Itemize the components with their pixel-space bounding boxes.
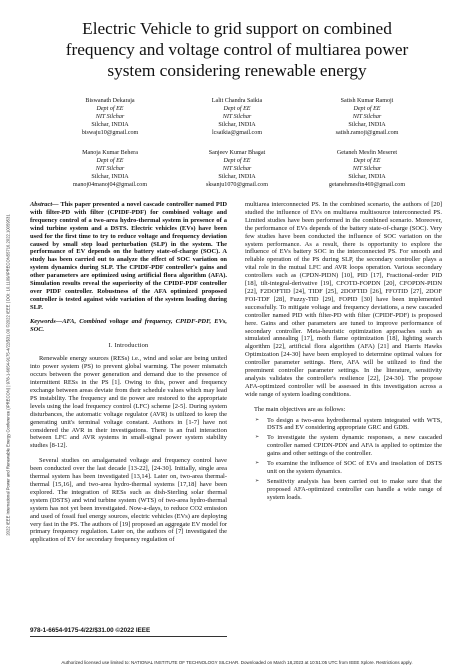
author-dept: Dept of EE [96,106,124,113]
bullet-icon: ➢ [255,461,260,467]
author-block [45,149,175,189]
keywords-text: AFA, Combined voltage and frequency, CPIDF-PDF, EVs, SOC. [30,317,227,333]
section-heading: I. Introduction [108,341,149,349]
author-location: Silchar, INDIA [218,122,256,129]
abstract-label: Abstract— [30,201,59,208]
copyright-notice: 978-1-6654-9175-4/22/$31.00 ©2022 IEEE [30,627,151,634]
author-institution: NIT Silchar [352,166,382,173]
title-line: Electric Vehicle to grid support on combined [82,19,392,38]
author-email: manoj04manoj04@gmail.com [72,182,148,189]
list-item [245,460,442,476]
author-location: Silchar, INDIA [91,174,129,181]
author-email: lcsaikia@gmail.com [211,130,263,137]
bullet-icon: ➢ [255,417,260,423]
title-line: frequency and voltage control of multiarea power [65,40,409,59]
list-item-text: To design a two-area hydrothermal system integrated with WTS, DSTS and EV considering appropriate GRC and GDB. [267,416,442,432]
author-institution: NIT Silchar [222,114,252,121]
author-block [45,97,175,137]
author-email: getanehmesfin469@gmail.com [328,182,406,189]
body-paragraph: Several studies on amalgamated voltage and frequency control have been conducted over the last decade [13-22], [24-30]. Initially, single area thermal system has been investigated [13,14]. Later on, two-area thermal-thermal [15,16], and two-area hydro-thermal systems [17,18] have been explored. The integration of RESs such as dish-Sterling solar thermal system (DSTS) and wind turbine system (WTS) of two-area hydro-thermal system has not yet been investigated. Now-a-days, to reduce CO2 emission and used of fossil fuel energy sources, electric vehicles (EVs) are deploying very fast in the PS. The authors of [19] proposed an aggregate EV model for primary frequency regulation. Later on, the authors of [7] investigated the application of EV for secondary frequency regulation of [30,457,227,544]
objectives-intro: The main objectives are as follows: [254,405,346,413]
author-dept: Dept of EE [353,106,381,113]
author-name: Lalit Chandra Saikia [211,98,263,104]
body-paragraph: multiarea interconnected PS. In the combined scenario, the authors of [20] studied the influence of EVs on multiarea multisource interconnected PS. Limited studies have been performed in the combined scenario. Moreover, the performance of EVs depends of the battery state-of-charge (SOC). Very few studies have been conducted the influence of SOC variation on the system performance. As a result, there is opportunity to explore the influence of EVs battery SOC in the interconnected PS. For smooth and reliable operation of the PS during SLP, the secondary controller plays a vital role in the mutual LFC and AVR loops operation. Various secondary controllers such as (CPDN-PIDN) [10], PID [17], Fractional-order PID [18], tilt-integral-derivative [19], CFOTD-FOPDN [20], CFOPDN-PIDN [22], F2DOFTID [24], TIDF [25], 2DOFTID [26], FFOTID [27], 2DOF FOI-TDF [28], Fuzzy-TID [29], FOPID [30] have been implemented successfully. To mitigate voltage and frequency deviations, a new cascaded controller named PID with filter-PD with filter (CPIDF-PDF) is proposed here. Gains and other parameters are tuned to improve performance of secondary controller. Meta-heuristic optimization approaches such as simulated annealing [17], moth flame optimization [18], lighting search algorithm [22], artificial flora algorithm (AFA) [21] and Harris Hawks Optimization [24-30] have been employed to determine optimal values for controller parameter settings. Here, AFA will be utilized to find the preeminent controller parameter settings. In the literature, sensitivity analysis validates the controller's resilience [22], [24-30]. The propose AFA-optimized controller will be assessed in this investigation across a wide range of system loading conditions. [245,201,442,398]
author-dept: Dept of EE [96,158,124,165]
author-dept: Dept of EE [353,158,381,165]
objectives-list [245,417,442,502]
body-paragraph: Renewable energy sources (RESs) i.e., wind and solar are being united into power system (PS) to prevent global warming. The power mismatch occurs between the power generation and demand due to the presence of intermittent RESs in the PS [1]. Owing to this, power and frequency exchange between areas deviate from their schedule values which may lead PS instability. The frequency and tie power are restored to the appropriate levels using the load frequency control (LFC) scheme [2-5]. During system disturbances, the automatic voltage regulator (AVR) is utilized to keep the generating unit's terminal voltage constant. Authors in [1-7] have not considered the AVR in their investigations. There is an frail interaction between LFC and AVR systems in small-signal power system stability studies [8-12]. [30,355,227,450]
author-name: Satish Kumar Ramoji [340,98,394,104]
license-footer: Authorized licensed use limited to: NATIONAL INSTITUTE OF TECHNOLOGY SILCHAR. Downloaded on March 18,2023 at 10:51:05 UTC from IEEE Xplore. Restrictions apply. [61,660,413,665]
list-item [245,434,442,458]
author-location: Silchar, INDIA [218,174,256,181]
keywords-label: Keywords— [30,317,63,325]
abstract [30,201,227,312]
author-name: Sanjeev Kumar Bhagat [208,150,266,156]
author-dept: Dept of EE [223,106,251,113]
author-email: satish.ramoji@gmail.com [335,130,399,137]
author-block [302,97,432,137]
keywords [30,318,227,334]
list-item-text: To investigate the system dynamic responses, a new cascaded controller named CPIDN-PDN and AFA is applied to optimize the gains and other settings of the controller. [267,434,442,458]
footer-divider [30,636,227,637]
author-location: Silchar, INDIA [348,122,386,129]
doi-sidebar-text: 2022 IEEE International Power and Renewable Energy Conference (IPRECON) | 978-1-6654-9175-4/22/$31.00 ©2022 IEEE | DOI: 10.1109/IPRECON55716.2022.10059531 [5,214,10,536]
author-email: sksanju1070@gmail.com [206,182,268,189]
author-location: Silchar, INDIA [91,122,129,129]
bullet-icon: ➢ [255,435,260,441]
author-block [302,149,432,189]
title-line: system considering renewable energy [107,61,367,80]
abstract-text: This paper presented a novel cascade controller named PID with filter-PD with filter (CPIDF-PDF) for combined voltage and frequency control of a two-area hydro-thermal system in presence of a wind turbine system and a DSTS. Electric vehicles (EVs) have been used for the first time to try to reduce voltage and frequency deviation caused by small step load perturbation (SLP) in the system. The performance of EV depends on the battery state-of-charge (SOC). A study has been carried out to analyze the effect of SOC variation on system dynamics during SLP. The CPIDF-PDF controller's gains and other parameters are optimized using artificial flora algorithm (AFA). Simulation results reveal the superiority of the CPIDF-PDF controller over PIDF controller. Robustness of the AFA optimized proposed controller is tested against wide variation of the system loading during SLP. [30,201,227,311]
author-institution: NIT Silchar [352,114,382,121]
author-location: Silchar, INDIA [348,174,386,181]
author-name: Getaneh Mesfin Meseret [336,150,398,156]
list-item-text: To examine the influence of SOC of EVs and insolation of DSTS unit on the system dynamics. [267,460,442,475]
author-institution: NIT Silchar [95,166,125,173]
left-column [30,201,227,544]
list-item [245,417,442,433]
author-name: Manoja Kumar Behera [82,150,138,156]
bullet-icon: ➢ [255,478,260,484]
author-block [172,97,302,137]
author-email: biswaju10@gmail.com [81,130,139,137]
list-item [245,478,442,502]
author-dept: Dept of EE [223,158,251,165]
right-column [245,201,442,504]
doi-sidebar [3,140,12,610]
author-institution: NIT Silchar [222,166,252,173]
author-name: Biswanath Dekaraja [85,98,135,104]
author-block [172,149,302,189]
author-institution: NIT Silchar [95,114,125,121]
paper-title [40,18,434,81]
list-item-text: Sensitivity analysis has been carried out to make sure that the proposed AFA-optimized controller can handle a wide range of system loads. [267,477,442,501]
